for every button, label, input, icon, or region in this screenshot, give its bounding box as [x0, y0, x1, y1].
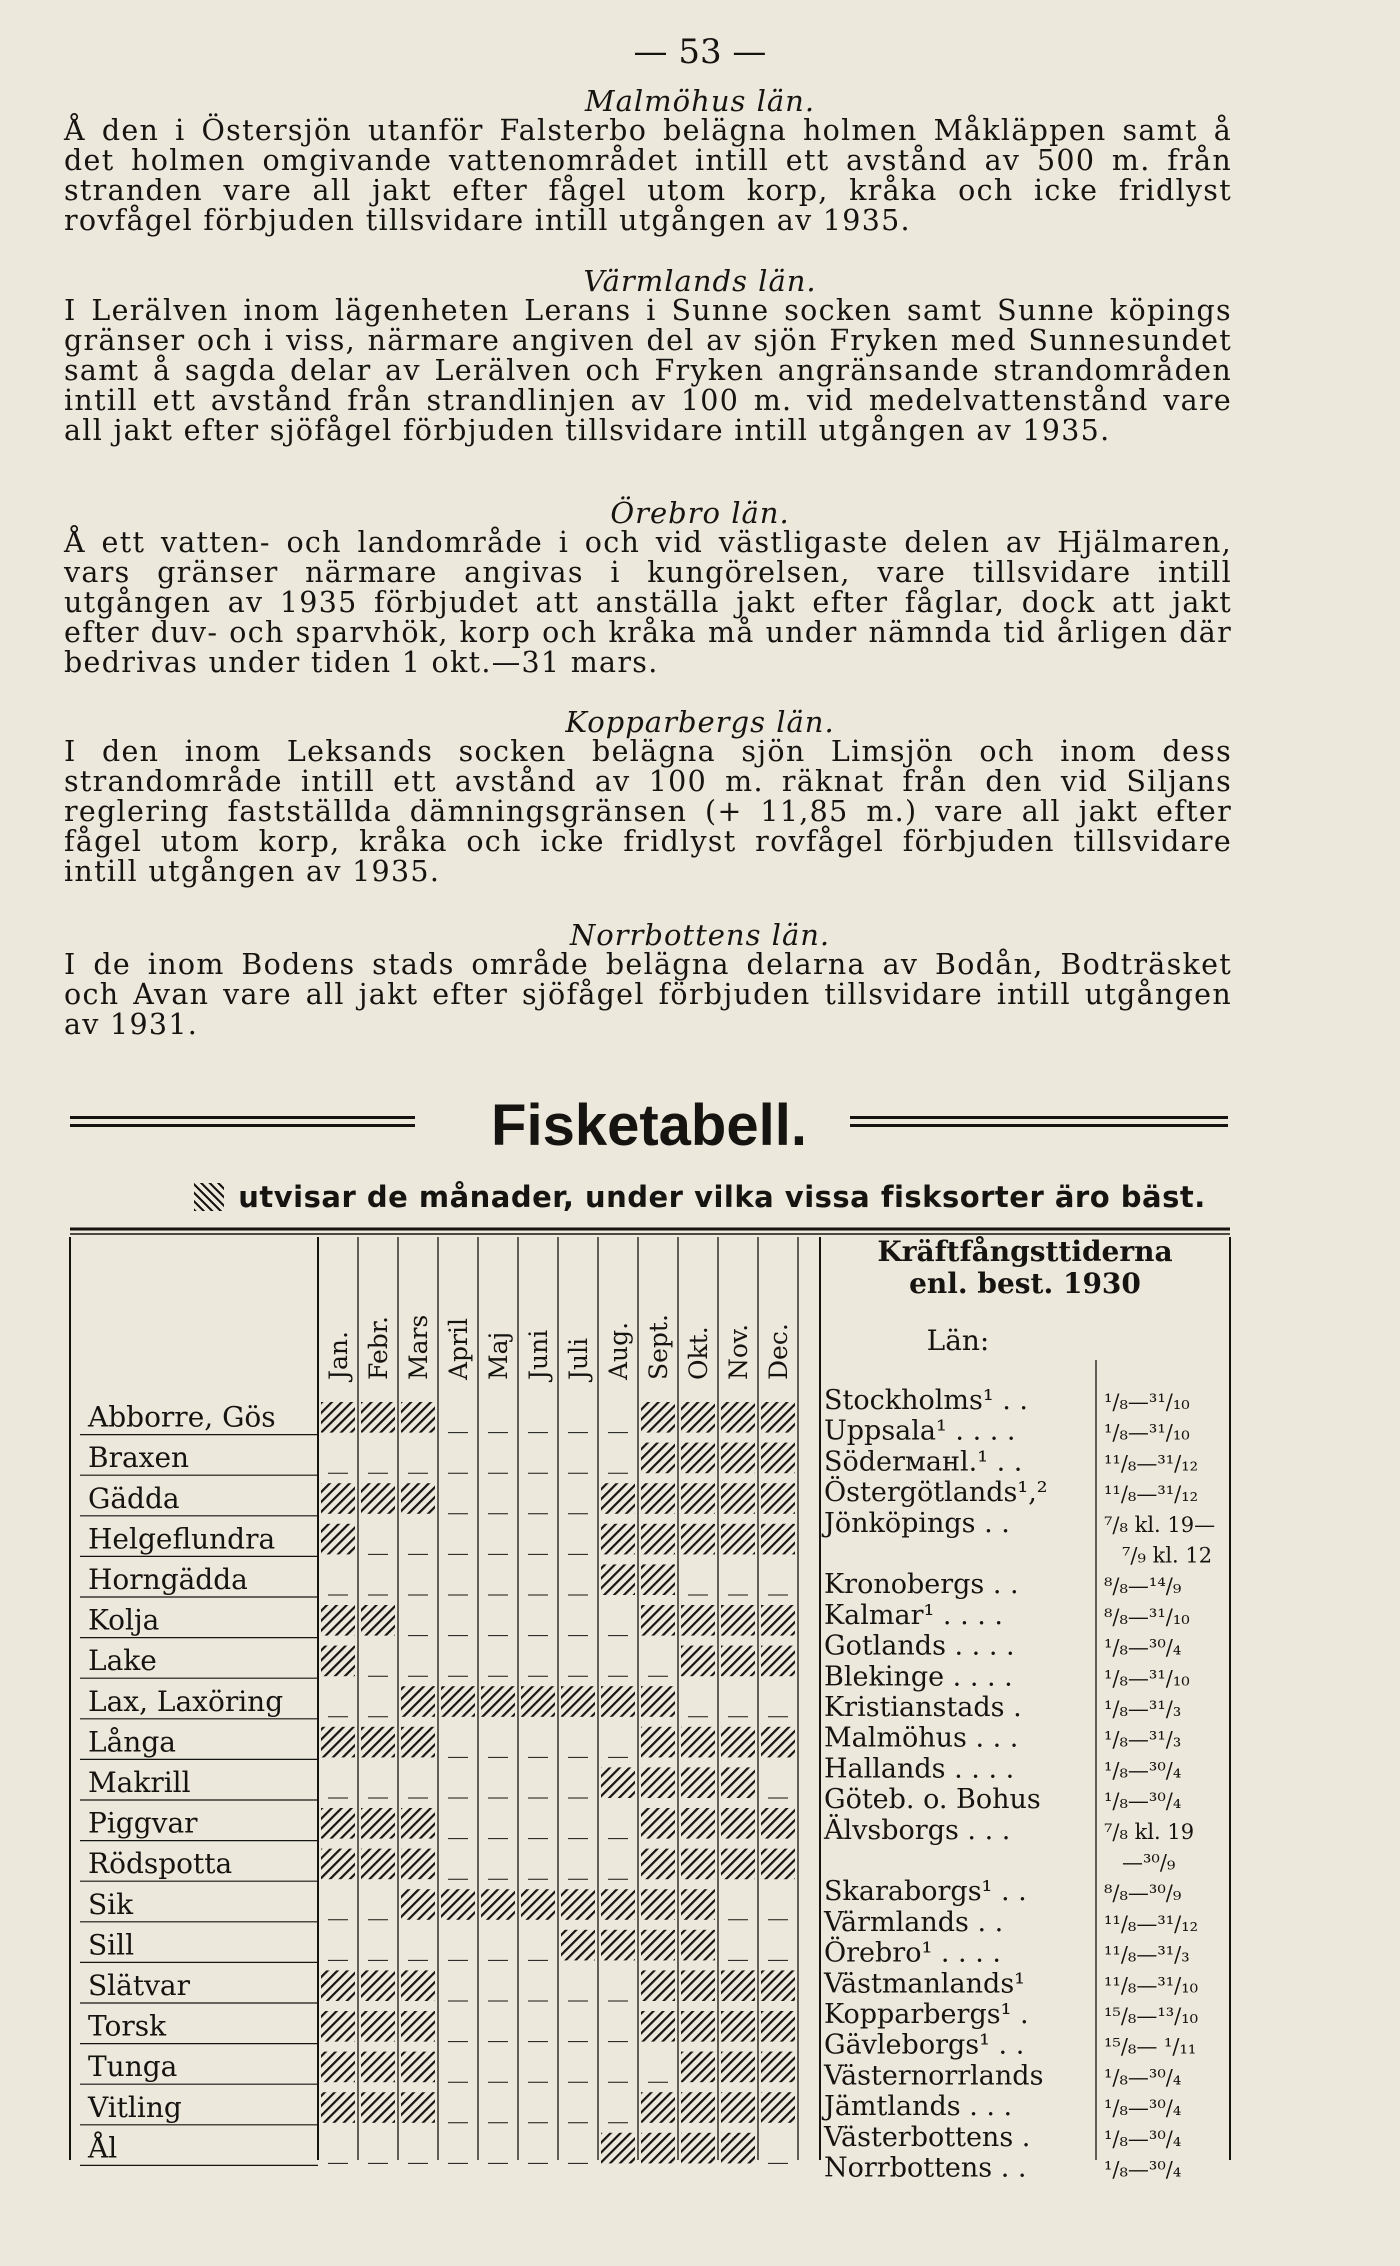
- fish-name-2: Gädda: [88, 1481, 180, 1515]
- fish-name-6: Lake: [88, 1644, 157, 1678]
- hatch-cell: [401, 1686, 435, 1717]
- fish-name-15: Torsk: [88, 2009, 167, 2043]
- hatch-cell: [641, 1605, 675, 1636]
- hatch-cell: [681, 1849, 715, 1880]
- month-header-1: Febr.: [364, 1316, 393, 1380]
- hatch-cell: [761, 1605, 795, 1636]
- hatch-cell: [321, 1402, 355, 1433]
- kraft-tid-5: ⁸/₈—¹⁴/₉: [1104, 1574, 1182, 1599]
- kraft-tid-13: ⁷/₈ kl. 19: [1104, 1819, 1195, 1844]
- legend-text: utvisar de månader, under vilka vissa fisksorter äro bäst.: [238, 1180, 1206, 1214]
- hatch-cell: [721, 1767, 755, 1798]
- hatch-cell: [641, 1889, 675, 1920]
- kraft-subtitle: enl. best. 1930: [909, 1267, 1141, 1300]
- hatch-cell: [721, 1849, 755, 1880]
- hatch-cell: [681, 2092, 715, 2123]
- hatch-cell: [761, 1646, 795, 1677]
- hatch-cell: [761, 1808, 795, 1839]
- kraft-lan-5: Kronobergs . .: [824, 1569, 1019, 1601]
- hatch-cell: [321, 1605, 355, 1636]
- hatch-cell: [721, 1524, 755, 1555]
- month-header-0: Jan.: [324, 1331, 353, 1380]
- hatch-cell: [681, 1402, 715, 1433]
- kraft-lan-20: Västernorrlands: [824, 2060, 1044, 2092]
- hatch-cell: [681, 1889, 715, 1920]
- kraft-lan-18: Kopparbergs¹ .: [824, 1999, 1029, 2030]
- hatch-cell: [681, 1930, 715, 1961]
- hatch-cell: [401, 1808, 435, 1839]
- hatch-cell: [361, 1402, 395, 1433]
- hatch-cell: [601, 1889, 635, 1920]
- hatch-cell: [721, 1443, 755, 1474]
- hatch-cell: [361, 2052, 395, 2083]
- hatch-cell: [641, 1767, 675, 1798]
- kraft-tid-16: ¹¹/₈—³¹/₃: [1104, 1942, 1190, 1967]
- kraft-lan-1: Uppsala¹ . . . .: [824, 1415, 1016, 1447]
- hatch-cell: [361, 1605, 395, 1636]
- hatch-cell: [321, 2011, 355, 2042]
- hatch-cell: [321, 1483, 355, 1514]
- section-heading-kopparbergs: Kopparbergs län.: [565, 705, 835, 739]
- hatch-cell: [401, 1402, 435, 1433]
- kraft-lan-15: Värmlands . .: [824, 1906, 1004, 1938]
- kraft-tid-6: ⁸/₈—³¹/₁₀: [1104, 1604, 1190, 1629]
- kraft-tid-21: ¹/₈—³⁰/₄: [1104, 2096, 1182, 2121]
- section-text-varmlands: I Lerälven inom lägenheten Lerans i Sunne socken samt Sunne köpings gränser och i viss, närmare angiven del av sjön Fryken med Sunnesundet samt å sagda delar av Lerälven och Fryken angränsande strandområden intill ett avstånd från strandlinjen av 100 m. vid medelvattenstånd vare all jakt efter sjöfågel förbjuden tillsvidare intill utgången av 1935.: [64, 294, 1232, 447]
- fish-name-18: Ål: [88, 2131, 118, 2165]
- kraft-lan-21: Jämtlands . . .: [824, 2091, 1013, 2123]
- hatch-cell: [361, 2092, 395, 2123]
- fish-name-11: Rödspotta: [88, 1847, 233, 1881]
- hatch-cell: [641, 2011, 675, 2042]
- hatch-cell: [681, 2133, 715, 2164]
- hatch-cell: [721, 1646, 755, 1677]
- hatch-cell: [681, 1483, 715, 1514]
- month-header-6: Juli: [564, 1337, 593, 1380]
- hatch-cell: [761, 1727, 795, 1758]
- hatch-cell: [721, 2052, 755, 2083]
- hatch-cell: [641, 1524, 675, 1555]
- hatch-cell: [721, 2011, 755, 2042]
- hatch-cell: [361, 1849, 395, 1880]
- hatch-cell: [401, 2011, 435, 2042]
- fisketabell-title: Fisketabell.: [491, 1093, 807, 1158]
- kraft-tid-14: ⁸/₈—³⁰/₉: [1104, 1881, 1182, 1906]
- hatch-cell: [721, 1727, 755, 1758]
- month-header-9: Okt.: [684, 1326, 713, 1380]
- hatch-cell: [641, 1483, 675, 1514]
- kraft-tid-10: ¹/₈—³¹/₃: [1104, 1727, 1182, 1752]
- section-text-orebro: Å ett vatten- och landområde i och vid västligaste delen av Hjälmaren, vars gränser närmare angivas i kungörelsen, vare tillsvidare intill utgången av 1935 förbjudet att anställa jakt efter fåglar, dock att jakt efter duv- och sparvhök, korp och kråka må under nämnda tid årligen där bedrivas under tiden 1 okt.—31 mars.: [64, 526, 1232, 679]
- hatch-cell: [721, 1402, 755, 1433]
- hatch-cell: [481, 1686, 515, 1717]
- hatch-cell: [721, 1808, 755, 1839]
- fish-name-10: Piggvar: [88, 1806, 198, 1840]
- fish-name-1: Braxen: [88, 1441, 190, 1475]
- hatch-cell: [641, 1564, 675, 1595]
- hatch-cell: [601, 1483, 635, 1514]
- hatch-cell: [361, 2011, 395, 2042]
- section-heading-malmohus: Malmöhus län.: [584, 84, 816, 118]
- kraft-lan-13: Älvsborgs . . .: [824, 1814, 1011, 1846]
- kraft-lan-14: Skaraborgs¹ . .: [824, 1876, 1027, 1908]
- hatch-cell: [321, 1970, 355, 2001]
- hatch-cell: [321, 1524, 355, 1555]
- hatch-cell: [481, 1889, 515, 1920]
- section-heading-orebro: Örebro län.: [610, 496, 790, 530]
- hatch-cell: [761, 1849, 795, 1880]
- kraft-lan-4: Jönköpings . .: [824, 1507, 1010, 1539]
- hatch-cell: [641, 1686, 675, 1717]
- fish-name-17: Vitling: [88, 2090, 182, 2124]
- hatch-cell: [361, 1483, 395, 1514]
- hatch-cell: [321, 2092, 355, 2123]
- hatch-cell: [761, 1443, 795, 1474]
- fish-name-13: Sill: [88, 1928, 135, 1962]
- hatch-cell: [641, 1930, 675, 1961]
- fish-name-7: Lax, Laxöring: [88, 1684, 284, 1718]
- kraft-lan-0: Stockholms¹ . .: [824, 1385, 1028, 1416]
- section-text-malmohus: Å den i Östersjön utanför Falsterbo belägna holmen Måkläppen samt å det holmen omgivande vattenområdet intill ett avstånd av 500 m. från stranden vare all jakt efter fågel utom korp, kråka och icke fridlyst rovfågel förbjuden tillsvidare intill utgången av 1935.: [64, 114, 1232, 237]
- kraft-tid2-4: ⁷/₉ kl. 12: [1122, 1543, 1213, 1568]
- kraft-tid-15: ¹¹/₈—³¹/₁₂: [1104, 1911, 1199, 1936]
- page-number: — 53 —: [633, 32, 767, 72]
- month-header-5: Juni: [524, 1329, 553, 1380]
- hatch-cell: [681, 2052, 715, 2083]
- hatch-cell: [681, 1443, 715, 1474]
- hatch-cell: [761, 1524, 795, 1555]
- hatch-cell: [401, 2052, 435, 2083]
- hatch-cell: [601, 1930, 635, 1961]
- hatch-cell: [441, 1686, 475, 1717]
- hatch-cell: [641, 1402, 675, 1433]
- kraft-tid-1: ¹/₈—³¹/₁₀: [1104, 1420, 1190, 1445]
- kraft-tid-19: ¹⁵/₈— ¹/₁₁: [1104, 2034, 1197, 2059]
- hatch-cell: [601, 2133, 635, 2164]
- month-header-4: Maj: [484, 1331, 513, 1380]
- kraft-tid-12: ¹/₈—³⁰/₄: [1104, 1789, 1182, 1814]
- hatch-cell: [601, 1767, 635, 1798]
- hatch-cell: [641, 1849, 675, 1880]
- month-header-2: Mars: [404, 1314, 433, 1380]
- hatch-cell: [681, 1767, 715, 1798]
- hatch-cell: [681, 2011, 715, 2042]
- hatch-cell: [681, 1646, 715, 1677]
- section-text-kopparbergs: I den inom Leksands socken belägna sjön Limsjön och inom dess strandområde intill ett avstånd av 100 m. räknat från den vid Siljans reglering fastställda dämningsgränsen (+ 11,85 m.) vare all jakt efter fågel utom korp, kråka och icke fridlyst rovfågel förbjuden tillsvidare intill utgången av 1935.: [64, 735, 1232, 888]
- month-header-8: Sept.: [644, 1314, 673, 1380]
- hatch-cell: [761, 1483, 795, 1514]
- hatch-cell: [641, 1808, 675, 1839]
- hatch-cell: [641, 2133, 675, 2164]
- hatch-cell: [521, 1686, 555, 1717]
- kraft-tid-4: ⁷/₈ kl. 19—: [1104, 1512, 1216, 1537]
- fish-name-12: Sik: [88, 1887, 134, 1921]
- hatch-cell: [721, 2133, 755, 2164]
- hatch-cell: [321, 1727, 355, 1758]
- fish-name-16: Tunga: [88, 2050, 178, 2084]
- kraft-lan-22: Västerbottens .: [824, 2121, 1031, 2153]
- hatch-cell: [641, 1970, 675, 2001]
- fish-name-5: Kolja: [88, 1603, 160, 1637]
- hatch-cell: [681, 1524, 715, 1555]
- kraft-lan-12: Göteb. o. Bohus: [824, 1784, 1041, 1816]
- kraft-tid-9: ¹/₈—³¹/₃: [1104, 1697, 1182, 1721]
- hatch-cell: [361, 1970, 395, 2001]
- month-header-11: Dec.: [764, 1323, 793, 1380]
- hatch-cell: [721, 1483, 755, 1514]
- kraft-lan-23: Norrbottens . .: [824, 2152, 1027, 2184]
- kraft-tid-11: ¹/₈—³⁰/₄: [1104, 1758, 1182, 1783]
- kraft-lan-10: Malmöhus . . .: [824, 1722, 1019, 1754]
- kraft-tid-18: ¹⁵/₈—¹³/₁₀: [1104, 2004, 1199, 2028]
- hatch-cell: [721, 1605, 755, 1636]
- hatch-cell: [561, 1889, 595, 1920]
- kraft-lan-16: Örebro¹ . . . .: [824, 1937, 1001, 1969]
- hatch-cell: [401, 1727, 435, 1758]
- hatch-cell: [561, 1686, 595, 1717]
- month-header-3: April: [444, 1318, 473, 1380]
- hatch-cell: [681, 1808, 715, 1839]
- hatch-cell: [321, 1646, 355, 1677]
- hatch-cell: [681, 1970, 715, 2001]
- hatch-cell: [681, 1727, 715, 1758]
- kraft-lan-9: Kristianstads .: [824, 1692, 1022, 1723]
- hatch-cell: [321, 1849, 355, 1880]
- hatch-cell: [441, 1889, 475, 1920]
- hatch-cell: [641, 2092, 675, 2123]
- kraft-lan-8: Blekinge . . . .: [824, 1661, 1013, 1693]
- kraft-lan-6: Kalmar¹ . . . .: [824, 1599, 1003, 1631]
- kraft-tid-7: ¹/₈—³⁰/₄: [1104, 1635, 1182, 1660]
- kraft-title: Kräftfångsttiderna: [877, 1235, 1173, 1268]
- hatch-cell: [681, 1605, 715, 1636]
- hatch-cell: [761, 2092, 795, 2123]
- hatch-cell: [601, 1564, 635, 1595]
- fish-name-8: Långa: [88, 1725, 176, 1759]
- section-heading-varmlands: Värmlands län.: [583, 264, 817, 298]
- hatch-cell: [761, 1402, 795, 1433]
- section-heading-norrbottens: Norrbottens län.: [569, 918, 831, 952]
- section-text-norrbottens: I de inom Bodens stads område belägna delarna av Bodån, Bodträsket och Avan vare all jakt efter sjöfågel förbjuden tillsvidare intill utgången av 1931.: [64, 948, 1232, 1041]
- fish-name-14: Slätvar: [88, 1969, 190, 2002]
- hatch-cell: [361, 1727, 395, 1758]
- hatch-cell: [761, 2052, 795, 2083]
- fish-name-3: Helgeflundra: [88, 1522, 276, 1556]
- fish-name-4: Horngädda: [88, 1563, 248, 1596]
- kraft-lan-label: Län:: [926, 1324, 990, 1357]
- kraft-tid-22: ¹/₈—³⁰/₄: [1104, 2126, 1182, 2151]
- hatch-cell: [321, 1808, 355, 1839]
- kraft-tid-20: ¹/₈—³⁰/₄: [1104, 2065, 1182, 2090]
- hatch-cell: [521, 1889, 555, 1920]
- kraft-tid2-13: —³⁰/₉: [1122, 1850, 1176, 1875]
- month-header-7: Aug.: [604, 1321, 633, 1380]
- kraft-lan-19: Gävleborgs¹ . .: [824, 2029, 1025, 2061]
- hatch-cell: [321, 2052, 355, 2083]
- kraft-lan-3: Östergötlands¹,²: [824, 1477, 1048, 1509]
- hatch-cell: [641, 1443, 675, 1474]
- hatch-cell: [401, 1849, 435, 1880]
- hatch-cell: [401, 1889, 435, 1920]
- kraft-tid-17: ¹¹/₈—³¹/₁₀: [1104, 1973, 1199, 1998]
- month-header-10: Nov.: [724, 1323, 753, 1380]
- hatch-cell: [401, 1483, 435, 1514]
- hatch-cell: [561, 1930, 595, 1961]
- kraft-tid-3: ¹¹/₈—³¹/₁₂: [1104, 1482, 1199, 1507]
- kraft-lan-11: Hallands . . . .: [824, 1753, 1015, 1785]
- fish-name-0: Abborre, Gös: [88, 1400, 276, 1434]
- hatch-cell: [641, 1727, 675, 1758]
- hatch-cell: [721, 1970, 755, 2001]
- kraft-tid-8: ¹/₈—³¹/₁₀: [1104, 1666, 1190, 1691]
- kraft-tid-23: ¹/₈—³⁰/₄: [1104, 2157, 1182, 2182]
- hatch-cell: [721, 2092, 755, 2123]
- kraft-tid-0: ¹/₈—³¹/₁₀: [1104, 1390, 1190, 1414]
- kraft-lan-17: Västmanlands¹: [824, 1968, 1025, 2000]
- hatch-cell: [401, 1970, 435, 2001]
- hatch-cell: [401, 2092, 435, 2123]
- kraft-lan-2: Söderманl.¹ . .: [824, 1446, 1023, 1478]
- hatch-cell: [601, 1686, 635, 1717]
- hatch-cell: [361, 1808, 395, 1839]
- hatch-cell: [601, 1524, 635, 1555]
- hatch-cell: [761, 2011, 795, 2042]
- kraft-tid-2: ¹¹/₈—³¹/₁₂: [1104, 1451, 1199, 1476]
- hatch-cell: [761, 1970, 795, 2001]
- fish-name-9: Makrill: [88, 1766, 191, 1799]
- kraft-lan-7: Gotlands . . . .: [824, 1630, 1015, 1662]
